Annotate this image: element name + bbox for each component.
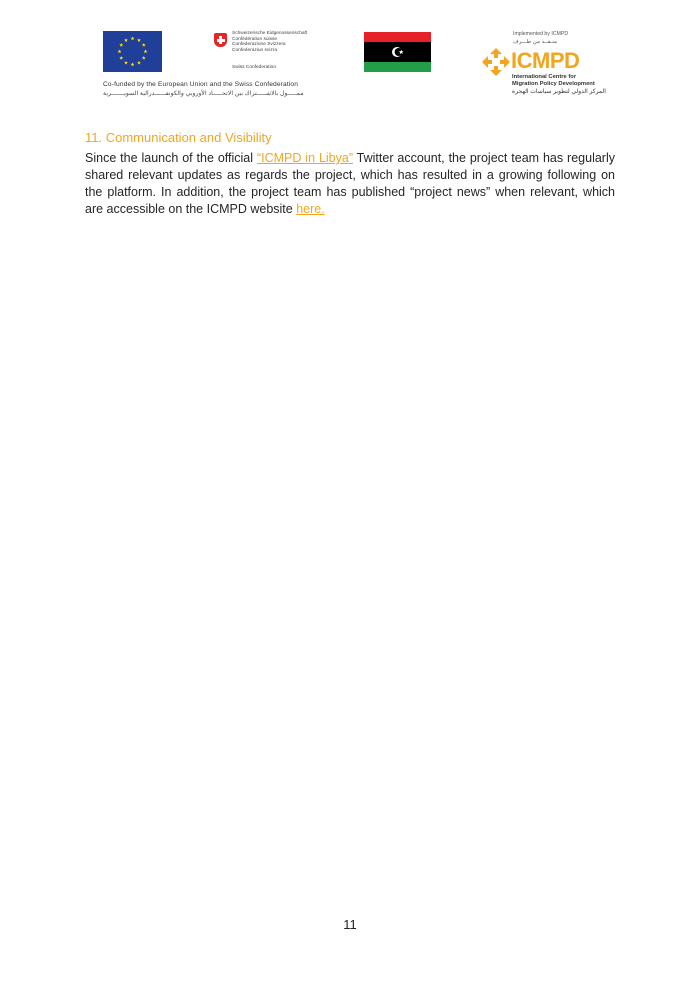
- page-number: 11: [343, 917, 357, 932]
- swiss-cross-icon: [214, 33, 227, 47]
- icmpd-arabic-name: المركز الدولي لتطوير سياسات الهجرة: [512, 89, 606, 95]
- swiss-confederation-label: Swiss Confederation: [232, 65, 276, 70]
- cofunded-statement: Co-funded by the European Union and the Swiss Confederation: [103, 81, 299, 88]
- swiss-names: Schweizerische Eidgenossenschaft Confédération suisse Confederazione Svizzera Confederaziun svizra: [232, 31, 308, 53]
- main-content: [85, 128, 615, 218]
- icmpd-full-name: International Centre for Migration Policy Development: [512, 74, 595, 87]
- implemented-by-label: Implemented by ICMPD: [513, 31, 569, 37]
- icmpd-logo: [482, 31, 612, 101]
- section-heading: 11. Communication and Visibility: [85, 130, 272, 145]
- crescent-star-icon: [364, 42, 431, 62]
- eu-flag-logo: [103, 31, 162, 72]
- implemented-by-arabic: منـفــذ من طـــرف: [513, 39, 557, 45]
- cofunded-statement-arabic: ممـــــول بالاشـــــتراك بين الاتحـــــاد الأوروبي والكونفــــــدرالية السويـــــــرية: [103, 90, 304, 97]
- section-paragraph: Since the launch of the official “ICMPD in Libya” Twitter account, the project team has regularly shared relevant updates as regards the project, which has resulted in a growing following on the platform. In addition, the project team has published “project news” when relevant, which are accessible on the ICMPD website here.: [85, 151, 615, 216]
- swiss-confederation-logo: [214, 31, 324, 76]
- icmpd-wordmark: ICMPD: [511, 48, 580, 73]
- libya-flag-logo: [364, 32, 431, 72]
- page-header: [0, 0, 700, 110]
- icmpd-in-libya-link[interactable]: “ICMPD in Libya”: [256, 151, 353, 165]
- icmpd-website-link[interactable]: here.: [296, 202, 325, 216]
- icmpd-arrows-icon: [482, 48, 510, 76]
- eu-stars-icon: [103, 31, 162, 72]
